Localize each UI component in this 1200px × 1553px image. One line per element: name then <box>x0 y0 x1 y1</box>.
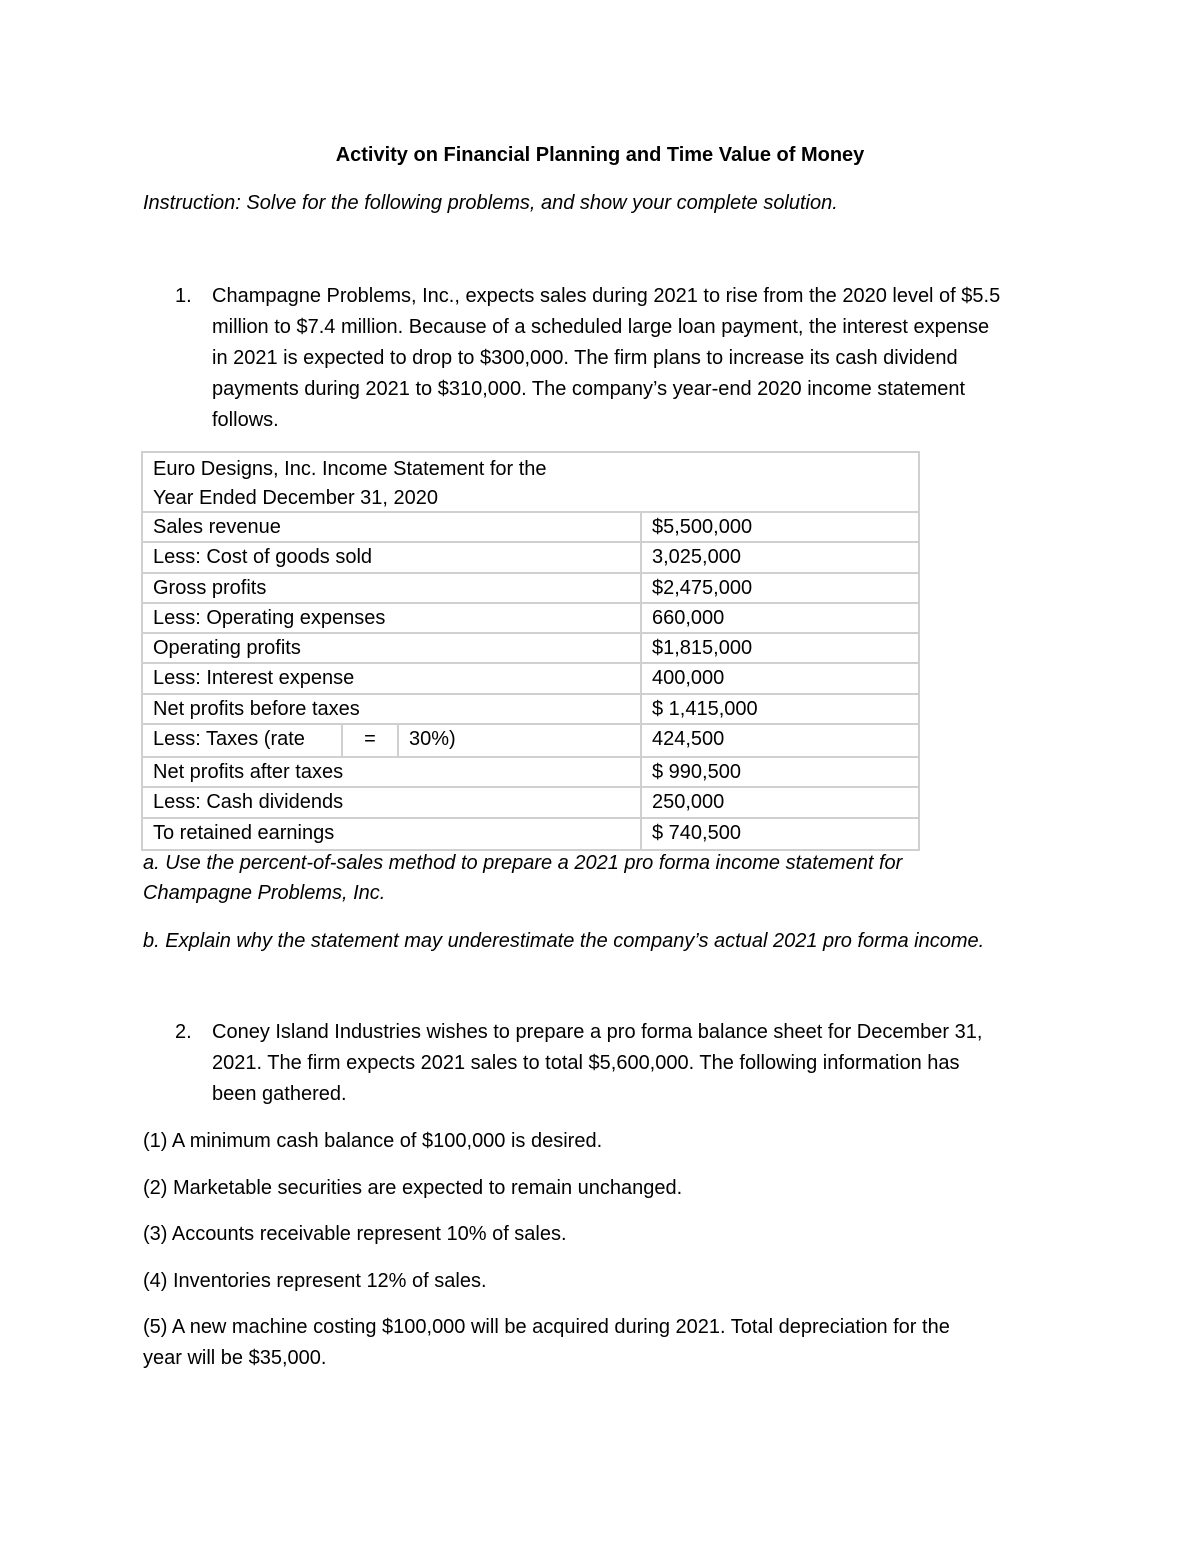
row-value: $5,500,000 <box>652 516 753 538</box>
problem-2-line: been gathered. <box>212 1083 347 1105</box>
table-row <box>143 543 918 573</box>
income-statement-table <box>141 451 920 851</box>
income-statement-heading <box>143 453 918 513</box>
income-statement-heading-line2: Year Ended December 31, 2020 <box>153 487 439 509</box>
problem-1-line: in 2021 is expected to drop to $300,000. The firm plans to increase its cash dividend <box>212 347 958 369</box>
table-row-taxes <box>143 725 918 758</box>
part-a-line: Champagne Problems, Inc. <box>143 882 386 904</box>
problem-1-line: follows. <box>212 409 279 431</box>
tax-label: Less: Taxes (rate <box>143 725 343 756</box>
page-title: Activity on Financial Planning and Time Value of Money <box>335 144 865 166</box>
row-label: Less: Operating expenses <box>143 604 642 632</box>
row-value: 660,000 <box>652 606 725 629</box>
table-row <box>143 513 918 543</box>
row-value: $ 740,500 <box>652 821 741 844</box>
row-label: Operating profits <box>143 634 642 662</box>
table-row <box>143 574 918 604</box>
row-label: Less: Interest expense <box>143 664 642 692</box>
row-label: Sales revenue <box>143 513 642 541</box>
table-row <box>143 634 918 664</box>
row-value: 3,025,000 <box>652 546 741 569</box>
table-row <box>143 788 918 818</box>
problem-1-line: payments during 2021 to $310,000. The company’s year-end 2020 income statement <box>212 378 966 400</box>
row-value: $ 1,415,000 <box>652 697 758 720</box>
problem-2-number: 2. <box>175 1021 192 1043</box>
list-item: (2) Marketable securities are expected to remain unchanged. <box>143 1177 683 1199</box>
row-value: 250,000 <box>652 791 725 814</box>
problem-2-line: Coney Island Industries wishes to prepare a pro forma balance sheet for December 31, <box>212 1021 983 1043</box>
problem-1-number: 1. <box>175 285 192 307</box>
problem-1-line: Champagne Problems, Inc., expects sales during 2021 to rise from the 2020 level of $5.5 <box>212 285 1001 307</box>
row-label: Less: Cost of goods sold <box>143 543 642 571</box>
problem-2-line: 2021. The firm expects 2021 sales to total $5,600,000. The following information has <box>212 1052 960 1074</box>
table-row <box>143 758 918 788</box>
tax-equals: = <box>343 725 399 756</box>
row-label: Net profits after taxes <box>143 758 642 786</box>
row-value: 424,500 <box>652 728 725 751</box>
row-value: $2,475,000 <box>652 576 753 599</box>
list-item: (1) A minimum cash balance of $100,000 is desired. <box>143 1130 603 1152</box>
table-row <box>143 664 918 694</box>
tax-label-cells <box>143 725 642 756</box>
list-item: (3) Accounts receivable represent 10% of sales. <box>143 1223 567 1245</box>
table-row <box>143 604 918 634</box>
tax-rate: 30%) <box>409 728 456 751</box>
part-a-text <box>143 848 902 908</box>
list-item-line: (5) A new machine costing $100,000 will be acquired during 2021. Total depreciation for the <box>143 1316 950 1338</box>
table-row <box>143 819 918 849</box>
list-item <box>143 1312 950 1374</box>
table-row <box>143 695 918 725</box>
income-statement-heading-line1: Euro Designs, Inc. Income Statement for the <box>153 458 547 480</box>
row-label: To retained earnings <box>143 819 642 849</box>
part-a-line: a. Use the percent-of-sales method to prepare a 2021 pro forma income statement for <box>143 852 903 874</box>
list-item-line: year will be $35,000. <box>143 1347 327 1369</box>
row-value: $1,815,000 <box>652 637 753 660</box>
row-value: $ 990,500 <box>652 761 741 784</box>
instruction-text: Instruction: Solve for the following problems, and show your complete solution. <box>143 192 838 214</box>
problem-2-text <box>212 1017 982 1110</box>
row-value: 400,000 <box>652 667 725 690</box>
row-label: Gross profits <box>143 574 642 602</box>
row-label: Net profits before taxes <box>143 695 642 723</box>
problem-1-text <box>212 281 1000 436</box>
list-item: (4) Inventories represent 12% of sales. <box>143 1270 487 1292</box>
problem-1-line: million to $7.4 million. Because of a scheduled large loan payment, the interest expense <box>212 316 990 338</box>
row-label: Less: Cash dividends <box>143 788 642 816</box>
part-b-text: b. Explain why the statement may underestimate the company’s actual 2021 pro forma income. <box>143 930 985 952</box>
